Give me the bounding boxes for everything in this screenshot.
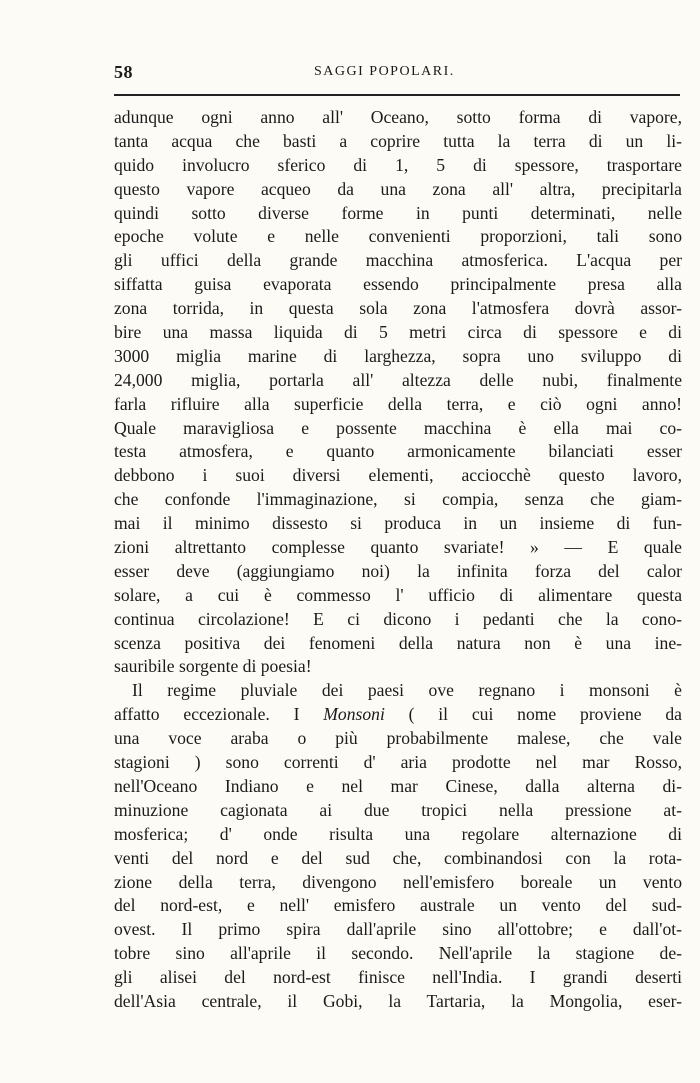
text-line: gli alisei del nord-est finisce nell'India. I grandi deserti: [114, 967, 682, 988]
text-line: siffatta guisa evaporata essendo principalmente presa alla: [114, 274, 682, 295]
running-head: SAGGI POPOLARI.: [314, 64, 455, 79]
italic-term: Monsoni: [323, 704, 385, 725]
header-rule: [114, 94, 680, 96]
text-line: 24,000 miglia, portarla all' altezza delle nubi, finalmente: [114, 369, 682, 390]
text-line-with-italic: [114, 703, 682, 727]
text-line: del nord-est, e nell' emisfero australe un vento del sud-: [114, 895, 682, 916]
text-line: bire una massa liquida di 5 metri circa di spessore e di: [114, 322, 682, 343]
text-line: gli uffici della grande macchina atmosferica. L'acqua per: [114, 250, 682, 271]
text-line: una voce araba o più probabilmente malese, che vale: [114, 728, 682, 749]
text-line: che confonde l'immaginazione, si compia, senza che giam-: [114, 489, 682, 510]
text-line: quido involucro sferico di 1, 5 di spessore, trasportare: [114, 154, 682, 175]
text-line: Quale maravigliosa e possente macchina è ella mai co-: [114, 417, 682, 438]
text-line: debbono i suoi diversi elementi, acciocchè questo lavoro,: [114, 465, 682, 486]
text-line: questo vapore acqueo da una zona all' altra, precipitarla: [114, 178, 682, 199]
text-line: tanta acqua che basti a coprire tutta la terra di un li-: [114, 130, 682, 151]
text-line: venti del nord e del sud che, combinandosi con la rota-: [114, 847, 682, 868]
text-line: ovest. Il primo spira dall'aprile sino all'ottobre; e dall'ot-: [114, 919, 682, 940]
text-line: epoche volute e nelle convenienti proporzioni, tali sono: [114, 226, 682, 247]
text-line: dell'Asia centrale, il Gobi, la Tartaria, la Mongolia, eser-: [114, 990, 682, 1011]
text-line: Il regime pluviale dei paesi ove regnano i monsoni è: [132, 680, 682, 701]
page-number: 58: [114, 62, 133, 82]
text-line: mosferica; d' onde risulta una regolare alternazione di: [114, 823, 682, 844]
text-run: ( il cui nome proviene da: [408, 704, 682, 725]
text-line: adunque ogni anno all' Oceano, sotto forma di vapore,: [114, 107, 682, 127]
text-line: solare, a cui è commesso l' ufficio di alimentare questa: [114, 584, 682, 605]
text-run: affatto eccezionale. I: [114, 704, 300, 725]
text-line: stagioni ) sono correnti d' aria prodotte nel mar Rosso,: [114, 752, 682, 773]
text-line: zona torrida, in questa sola zona l'atmosfera dovrà assor-: [114, 298, 682, 319]
paragraph: [114, 679, 682, 1013]
text-line: mai il minimo dissesto si produca in un insieme di fun-: [114, 513, 682, 534]
text-line: 3000 miglia marine di larghezza, sopra uno sviluppo di: [114, 345, 682, 366]
text-line: farla rifluire alla superficie della terra, e ciò ogni anno!: [114, 393, 682, 414]
text-line: zioni altrettanto complesse quanto svariate! » — E quale: [114, 537, 682, 558]
text-line: zione della terra, divengono nell'emisfero boreale un vento: [114, 871, 682, 892]
paragraph: [114, 106, 682, 679]
page-header: [114, 62, 680, 84]
text-line: minuzione cagionata ai due tropici nella pressione at-: [114, 799, 682, 820]
text-line: continua circolazione! E ci dicono i pedanti che la cono-: [114, 608, 682, 629]
text-line: nell'Oceano Indiano e nel mar Cinese, dalla alterna di-: [114, 775, 682, 796]
text-line: sauribile sorgente di poesia!: [114, 656, 312, 677]
text-line: scenza positiva dei fenomeni della natura non è una ine-: [114, 632, 682, 653]
text-line: tobre sino all'aprile il secondo. Nell'aprile la stagione de-: [114, 943, 682, 964]
text-line: esser deve (aggiungiamo noi) la infinita forza del calor: [114, 560, 682, 581]
body-text: [114, 106, 682, 1014]
text-line: testa atmosfera, e quanto armonicamente bilanciati esser: [114, 441, 682, 462]
text-line: quindi sotto diverse forme in punti determinati, nelle: [114, 202, 682, 223]
